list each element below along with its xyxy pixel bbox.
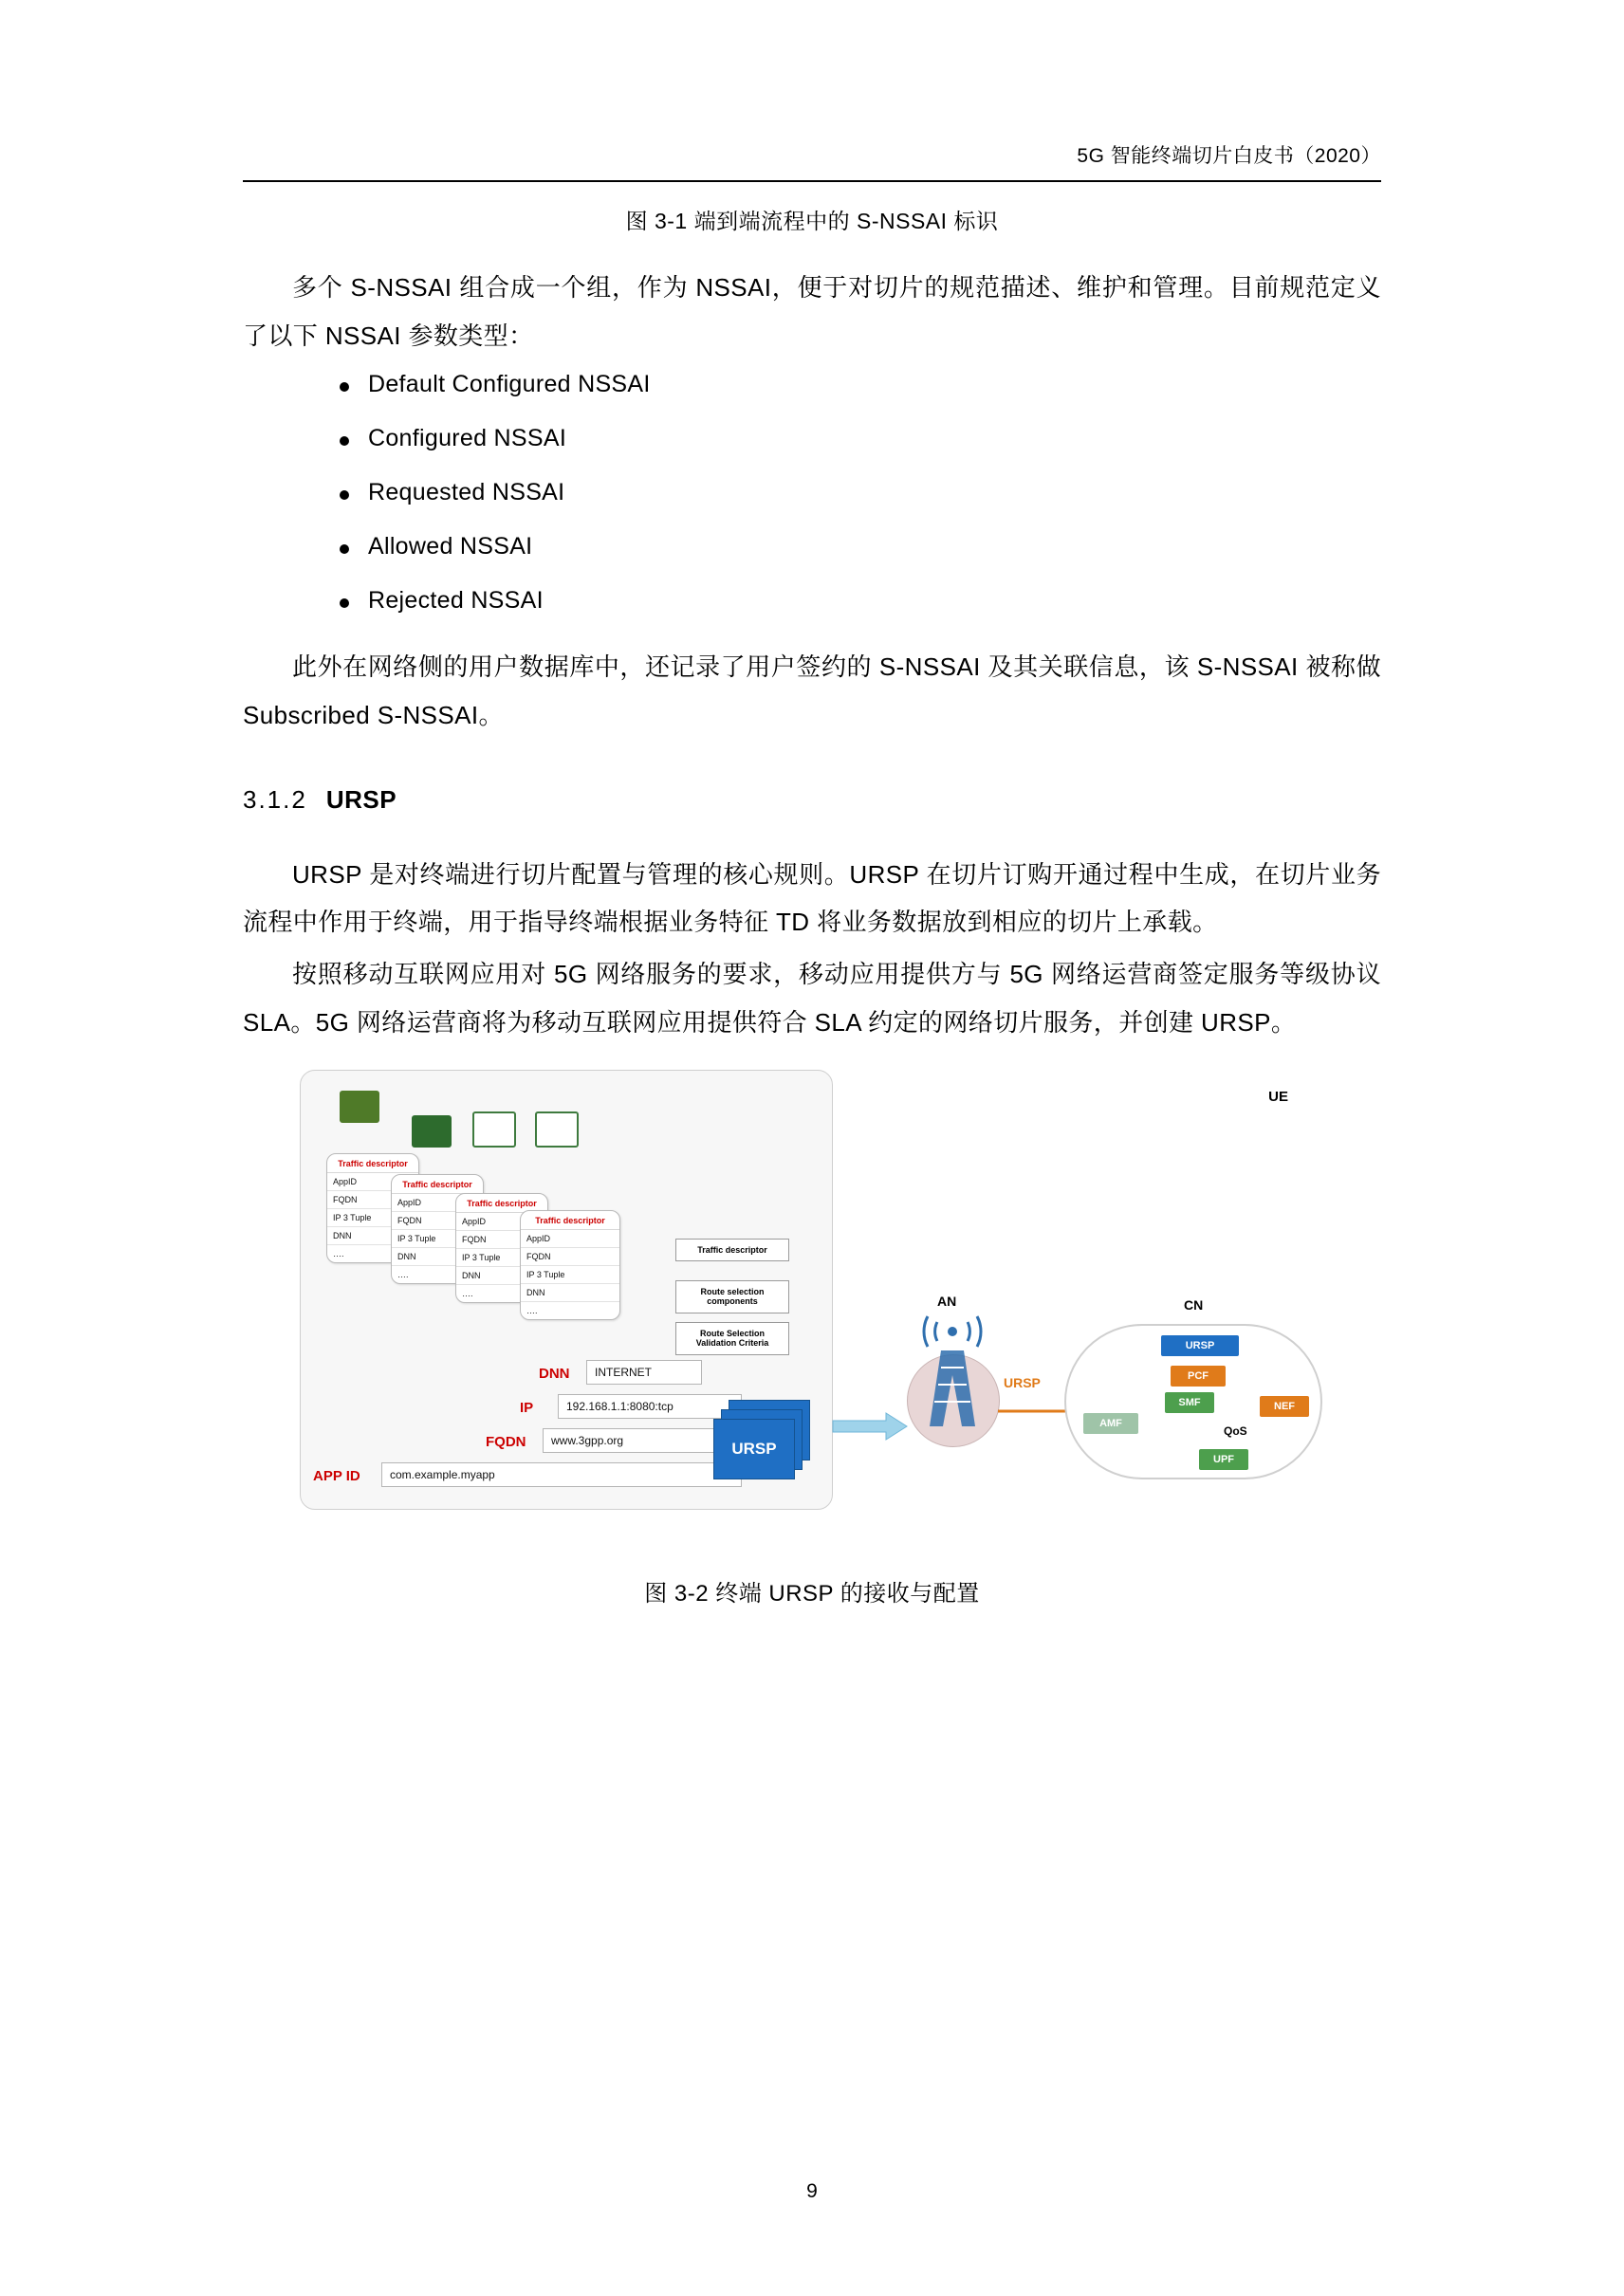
- td-row-appid: AppID: [456, 1213, 547, 1231]
- row-value-dnn: INTERNET: [586, 1360, 702, 1385]
- cn-label: CN: [1184, 1296, 1204, 1313]
- nf-nef: NEF: [1260, 1396, 1309, 1417]
- traffic-descriptor-title: Traffic descriptor: [392, 1175, 483, 1194]
- td-row-ip3tuple: IP 3 Tuple: [327, 1209, 418, 1227]
- nssai-type-list: [243, 373, 1381, 613]
- td-row-dnn: DNN: [327, 1227, 418, 1245]
- nf-amf: AMF: [1083, 1413, 1138, 1434]
- traffic-descriptor-card: [520, 1210, 620, 1320]
- row-label-ip: IP: [520, 1399, 534, 1416]
- video-app-icon: [340, 1091, 379, 1123]
- qos-label: QoS: [1224, 1424, 1247, 1438]
- td-row-ip3tuple: IP 3 Tuple: [521, 1266, 619, 1284]
- row-value-fqdn: www.3gpp.org: [543, 1428, 742, 1453]
- td-row-dnn: DNN: [456, 1267, 547, 1285]
- component-traffic-descriptor: Traffic descriptor: [675, 1239, 789, 1262]
- nf-ursp: URSP: [1161, 1335, 1239, 1356]
- figure-caption-bottom: 图 3-2 终端 URSP 的接收与配置: [644, 1580, 980, 1607]
- td-row-fqdn: FQDN: [392, 1212, 483, 1230]
- ursp-figure: [300, 1070, 1324, 1515]
- traffic-descriptor-title: Traffic descriptor: [456, 1194, 547, 1213]
- td-row-ip3tuple: IP 3 Tuple: [392, 1230, 483, 1248]
- row-label-dnn: DNN: [539, 1365, 570, 1382]
- row-label-appid: APP ID: [313, 1467, 360, 1484]
- td-row-more: ….: [397, 1269, 409, 1279]
- terminal-app-icon: [412, 1115, 452, 1148]
- paragraph-1: 多个 S-NSSAI 组合成一个组，作为 NSSAI，便于对切片的规范描述、维护和管理。目前规范定义了以下 NSSAI 参数类型：: [243, 273, 1381, 350]
- calculator-app-icon: [472, 1111, 516, 1148]
- figure-container: [243, 1070, 1381, 1515]
- section-number: 3.1.2: [243, 784, 307, 814]
- paragraph-4: 按照移动互联网应用对 5G 网络服务的要求，移动应用提供方与 5G 网络运营商签定服务等级协议 SLA。5G 网络运营商将为移动互联网应用提供符合 SLA 约定的网络切片服务，并创建 URSP。: [243, 960, 1381, 1037]
- ue-to-an-arrow: [827, 1398, 913, 1455]
- an-label: AN: [937, 1293, 957, 1309]
- nf-upf: UPF: [1199, 1449, 1248, 1470]
- nf-smf: SMF: [1165, 1392, 1214, 1413]
- traffic-descriptor-title: Traffic descriptor: [327, 1154, 418, 1173]
- ursp-flow-label: URSP: [1004, 1374, 1041, 1390]
- td-row-fqdn: FQDN: [327, 1191, 418, 1209]
- page-number: 9: [806, 2180, 818, 2202]
- ue-label: UE: [1268, 1088, 1288, 1105]
- td-row-more: ….: [462, 1288, 473, 1298]
- td-row-fqdn: FQDN: [521, 1248, 619, 1266]
- td-row-appid: AppID: [392, 1194, 483, 1212]
- td-row-ip3tuple: IP 3 Tuple: [456, 1249, 547, 1267]
- list-item: Configured NSSAI: [334, 427, 1381, 450]
- page-content: [243, 204, 1381, 1607]
- page-header: 5G 智能终端切片白皮书（2020）: [1077, 145, 1381, 167]
- an-tower-icon: [913, 1309, 992, 1442]
- traffic-descriptor-title: Traffic descriptor: [521, 1211, 619, 1230]
- row-label-fqdn: FQDN: [486, 1433, 526, 1450]
- td-row-fqdn: FQDN: [456, 1231, 547, 1249]
- td-row-dnn: DNN: [392, 1248, 483, 1266]
- paragraph-3: URSP 是对终端进行切片配置与管理的核心规则。URSP 在切片订购开通过程中生成，在切片业务流程中作用于终端，用于指导终端根据业务特征 TD 将业务数据放到相应的切片上承载。: [243, 859, 1381, 937]
- component-route-selection: Route selection components: [675, 1280, 789, 1314]
- row-value-appid: com.example.myapp: [381, 1462, 742, 1487]
- row-value-ip: 192.168.1.1:8080:tcp: [558, 1394, 742, 1419]
- header-divider: [243, 180, 1381, 182]
- list-item: Allowed NSSAI: [334, 535, 1381, 559]
- td-row-more: ….: [526, 1305, 538, 1315]
- paragraph-2: 此外在网络侧的用户数据库中，还记录了用户签约的 S-NSSAI 及其关联信息，该 S-NSSAI 被称做 Subscribed S-NSSAI。: [243, 652, 1381, 730]
- td-row-dnn: DNN: [521, 1284, 619, 1302]
- ursp-box: URSP: [713, 1419, 795, 1479]
- td-row-appid: AppID: [327, 1173, 418, 1191]
- component-validation-criteria: Route Selection Validation Criteria: [675, 1322, 789, 1356]
- chart-app-icon: [535, 1111, 579, 1148]
- list-item: Default Configured NSSAI: [334, 373, 1381, 396]
- list-item: Requested NSSAI: [334, 481, 1381, 505]
- section-heading: [243, 785, 1381, 815]
- section-title: URSP: [325, 784, 397, 814]
- list-item: Rejected NSSAI: [334, 589, 1381, 613]
- figure-caption-top: 图 3-1 端到端流程中的 S-NSSAI 标识: [625, 209, 999, 233]
- td-row-appid: AppID: [521, 1230, 619, 1248]
- td-row-more: ….: [333, 1248, 344, 1258]
- nf-pcf: PCF: [1171, 1366, 1226, 1387]
